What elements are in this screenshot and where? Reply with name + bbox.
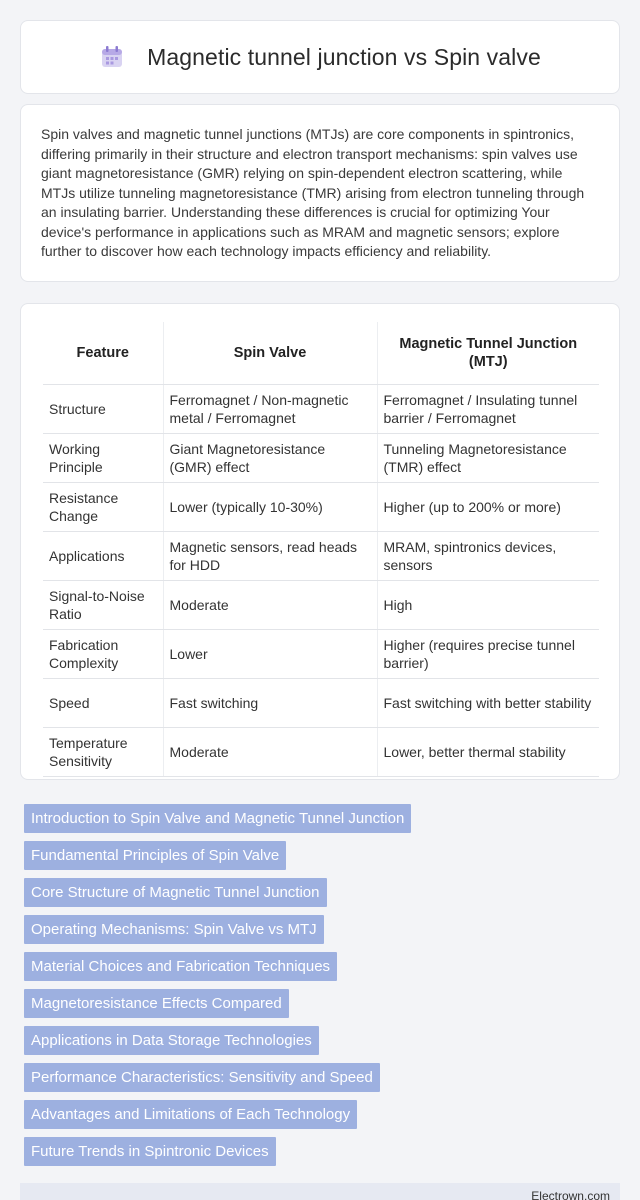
- table-cell: MRAM, spintronics devices, sensors: [377, 531, 599, 580]
- table-cell: Ferromagnet / Insulating tunnel barrier / Ferromagnet: [377, 384, 599, 433]
- header-spin-valve: Spin Valve: [163, 322, 377, 384]
- table-row: [43, 482, 599, 531]
- table-cell: Lower, better thermal stability: [377, 727, 599, 776]
- table-row: [43, 531, 599, 580]
- topic-link-applications[interactable]: Applications in Data Storage Technologies: [24, 1026, 319, 1055]
- header-feature: Feature: [43, 322, 163, 384]
- table-cell: High: [377, 580, 599, 629]
- page-title: Magnetic tunnel junction vs Spin valve: [147, 43, 541, 70]
- topic-link-advantages-limitations[interactable]: Advantages and Limitations of Each Technology: [24, 1100, 357, 1129]
- table-cell: Speed: [43, 678, 163, 727]
- table-row: [43, 629, 599, 678]
- intro-card: [20, 104, 620, 282]
- table-cell: Applications: [43, 531, 163, 580]
- table-cell: Lower (typically 10-30%): [163, 482, 377, 531]
- footer-site-name[interactable]: Electrown.com: [531, 1189, 610, 1200]
- table-row: [43, 727, 599, 776]
- table-cell: Giant Magnetoresistance (GMR) effect: [163, 433, 377, 482]
- table-cell: Higher (requires precise tunnel barrier): [377, 629, 599, 678]
- topic-link-magnetoresistance-effects[interactable]: Magnetoresistance Effects Compared: [24, 989, 289, 1018]
- title-card: [20, 20, 620, 94]
- table-cell: Ferromagnet / Non-magnetic metal / Ferromagnet: [163, 384, 377, 433]
- header-mtj: Magnetic Tunnel Junction (MTJ): [377, 322, 599, 384]
- table-cell: Working Principle: [43, 433, 163, 482]
- table-cell: Higher (up to 200% or more): [377, 482, 599, 531]
- table-cell: Moderate: [163, 580, 377, 629]
- table-cell: Temperature Sensitivity: [43, 727, 163, 776]
- topic-link-performance[interactable]: Performance Characteristics: Sensitivity and Speed: [24, 1063, 380, 1092]
- table-row: [43, 678, 599, 727]
- table-cell: Resistance Change: [43, 482, 163, 531]
- intro-paragraph: Spin valves and magnetic tunnel junctions (MTJs) are core components in spintronics, differing primarily in their structure and electron transport mechanisms: spin valves use giant magnetoresistance (GMR) relying on spin-dependent electron scattering, while MTJs utilize tunneling magnetoresistance (TMR) arising from electron tunneling through an insulating barrier. Understanding these differences is crucial for optimizing Your device's performance in applications such as MRAM and magnetic sensors; explore further to discover how each technology impacts efficiency and reliability.: [41, 126, 585, 259]
- table-cell: Structure: [43, 384, 163, 433]
- topic-link-fundamental-principles[interactable]: Fundamental Principles of Spin Valve: [24, 841, 286, 870]
- topic-link-future-trends[interactable]: Future Trends in Spintronic Devices: [24, 1137, 276, 1166]
- comparison-table: [43, 322, 599, 777]
- topic-link-operating-mechanisms[interactable]: Operating Mechanisms: Spin Valve vs MTJ: [24, 915, 324, 944]
- topic-link-introduction[interactable]: Introduction to Spin Valve and Magnetic Tunnel Junction: [24, 804, 411, 833]
- topic-link-core-structure[interactable]: Core Structure of Magnetic Tunnel Junction: [24, 878, 327, 907]
- table-cell: Signal-to-Noise Ratio: [43, 580, 163, 629]
- table-cell: Moderate: [163, 727, 377, 776]
- comparison-table-card: [20, 303, 620, 780]
- table-cell: Tunneling Magnetoresistance (TMR) effect: [377, 433, 599, 482]
- topic-links: [24, 804, 411, 1174]
- topic-link-material-choices[interactable]: Material Choices and Fabrication Techniques: [24, 952, 337, 981]
- table-row: [43, 384, 599, 433]
- calendar-icon: [99, 44, 125, 70]
- table-cell: Fabrication Complexity: [43, 629, 163, 678]
- table-cell: Lower: [163, 629, 377, 678]
- footer: [20, 1183, 620, 1200]
- table-cell: Magnetic sensors, read heads for HDD: [163, 531, 377, 580]
- table-row: [43, 580, 599, 629]
- table-header-row: [43, 322, 599, 384]
- table-cell: Fast switching: [163, 678, 377, 727]
- table-row: [43, 433, 599, 482]
- table-cell: Fast switching with better stability: [377, 678, 599, 727]
